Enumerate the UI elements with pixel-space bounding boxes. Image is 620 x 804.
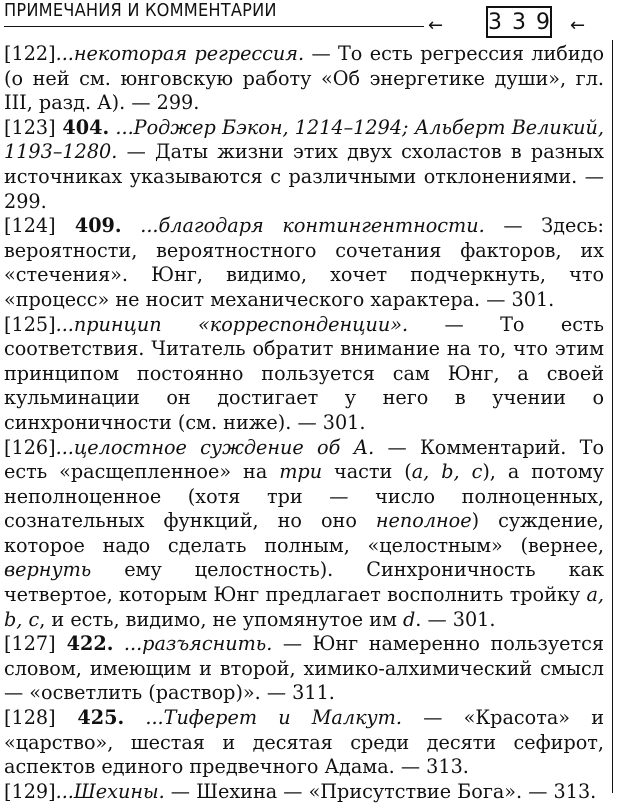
header-rule [4, 26, 424, 27]
note-number: [127] [4, 632, 56, 656]
note-124 [4, 214, 604, 312]
note-number: [123] [4, 115, 56, 139]
note-emphasis: d [402, 607, 416, 631]
note-lemma: ...Тиферет и Малкут. [124, 706, 402, 730]
right-arrow-icon: ← [570, 15, 586, 36]
note-lemma: ...благодаря контингентности. [121, 214, 485, 238]
note-ref: 425. [55, 706, 125, 730]
notes-body [4, 42, 604, 804]
note-text: . — 301. [415, 607, 496, 631]
note-lemma: ...Роджер Бэкон, 1214–1294; Альберт Великий, 1193–1280. [4, 115, 604, 164]
note-lemma: ...некоторая регрессия. [55, 42, 305, 65]
note-129 [4, 780, 604, 804]
note-lemma: ...целостное суждение об А. [55, 435, 375, 459]
note-ref: 404. [55, 115, 110, 139]
note-text: , и есть, видимо, не упомянутое им [39, 607, 403, 631]
note-number: [129] [4, 779, 56, 803]
note-127 [4, 632, 604, 706]
note-emphasis: неполное [375, 509, 472, 533]
note-number: [126] [4, 435, 56, 459]
note-emphasis: три [279, 460, 323, 484]
note-126 [4, 436, 604, 633]
note-emphasis: a, b, c [4, 583, 604, 631]
note-number: [125] [4, 312, 56, 336]
page-number: 339 [486, 6, 552, 38]
note-lemma: ...принцип «корреспонденции». [55, 312, 409, 336]
running-head: ПРИМЕЧАНИЯ И КОММЕНТАРИИ [4, 0, 277, 21]
note-number: [124] [4, 214, 56, 238]
note-123 [4, 116, 604, 214]
note-text: — То есть соответствия. Читатель обратит внимание на то, что этим принципом постоянно пользуется сам Юнг, а своей кульминации он достигает у него в учении о синхроничности (см. ниже). — 301. [4, 312, 604, 434]
note-128 [4, 706, 604, 780]
side-rule [612, 40, 613, 793]
page-header [4, 0, 616, 40]
note-ref: 422. [55, 632, 114, 656]
note-text: — Шехина — «Присутствие Бога». — 313. [164, 779, 597, 803]
note-text: — То есть регрессия либидо (о ней см. юнговскую работу «Об энергетике души», гл. III, разд. А). — 299. [4, 42, 604, 115]
note-text: — Здесь: вероятности, вероятностного сочетания факторов, их «стечения». Юнг, видимо, хочет подчеркнуть, что «процесс» не носит механического характера. — 301. [4, 214, 604, 311]
note-text: ему целостность). Синхроничность как четвертое, которым Юнг предлагает восполнить тройку [4, 558, 604, 607]
note-number: [128] [4, 706, 56, 730]
note-number: [122] [4, 42, 56, 65]
note-text: — Комментарий. То есть «расщепленное» на [4, 435, 604, 484]
note-lemma: ...Шехины. [55, 779, 165, 803]
note-lemma: ...разъяснить. [113, 632, 273, 656]
note-ref: 409. [55, 214, 122, 238]
note-text: — Юнг намеренно пользуется словом, имеющим и второй, химико-алхимический смысл — «осветлить (раствор)». — 311. [4, 632, 604, 705]
note-emphasis: a, b, c [411, 460, 483, 484]
note-text: — «Красота» и «царство», шестая и десятая среди десяти сефирот, аспектов единого предвечного Адама. — 313. [4, 706, 604, 779]
left-arrow-icon: ← [428, 15, 444, 36]
note-text: части ( [322, 460, 412, 484]
note-122 [4, 42, 604, 116]
note-125 [4, 313, 604, 436]
note-text: ) суждение, которое надо сделать полным, «целостным» (вернее, [4, 509, 604, 557]
note-text: ), а потому неполноценное (хотя три — число полноценных, сознательных функций, но оно [4, 460, 604, 533]
note-emphasis: вернуть [4, 558, 92, 582]
note-text: — Даты жизни этих двух схоластов в разных источниках указываются с различными отклонениями. — 299. [4, 140, 604, 213]
